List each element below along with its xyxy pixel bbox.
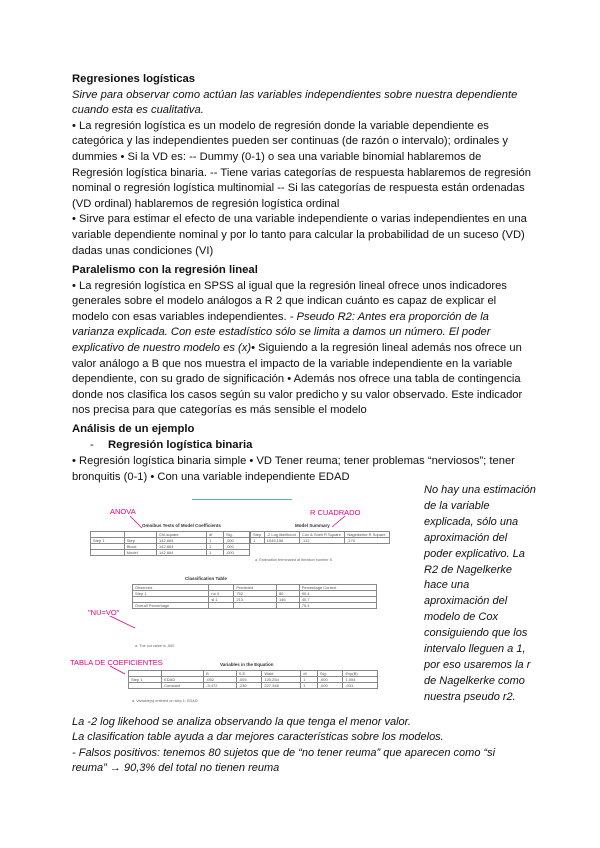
annotation-coef: TABLA DE COEFICIENTES (70, 658, 163, 667)
section-paralelismo (72, 263, 532, 419)
section-regresiones (72, 72, 532, 259)
section-ejemplo (72, 422, 532, 438)
intro-text: Sirve para observar como actúan las variables independientes sobre nuestra dependiente cuando esta es cualitativa. (72, 88, 518, 117)
paragraph: • La regresión logística es un modelo de regresión donde la variable dependiente es categórica y las independientes pueden ser continuas (de razón o intervalo); ordinales y dummies • Si la VD es: -- Dummy (0-1) o sea una variable binomial hablaremos de Regresión logística binaria. -- Tiene varias categorías de respuesta hablaremos de regresión nominal o regresión logística multinomial -- Si las categorías de respuesta están ordenadas (VD ordinal) hablaremos de regresión logística ordinal (72, 119, 531, 210)
paragraph: • La regresión logística en SPSS al igual que la regresión lineal ofrece unos indicadores generales sobre el modelo análogos a R 2 que indican cuánto es capaz de explicar el modelo con esas variables independientes. - Pseudo R2: Antes era proporción de la varianza explicada. Con este estadístico sólo se limita a damos un número. El poder explicativo de nuestro modelo es (x)• Siguiendo a la regresión lineal además nos ofrece un valor análogo a B que nos muestra el impacto de la variable independiente en la variable dependiente, con su grado de significación • Además nos ofrece una tabla de contingencia donde nos clasifica los casos según su valor predicho y su valor observado. Este indicador nos precisa para que categorías es más sensible el modelo (72, 279, 523, 417)
section-title: Regresiones logísticas (72, 73, 196, 85)
omnibus-table: Chi-square df Sig. Step 1 Step 142,664 1 ,000 Block 142,664 1 ,000 Model 142,664 1 ,000 (90, 531, 250, 556)
spss-output-figure (70, 494, 420, 706)
subsection-heading: - Regresión logística binaria (90, 439, 253, 451)
table-title: Model Summary (295, 523, 330, 528)
note-line: La clasification table ayuda a dar mejores características sobre los modelos. (72, 731, 444, 744)
section-title: Análisis de un ejemplo (72, 423, 195, 435)
section-title: Paralelismo con la regresión lineal (72, 264, 258, 276)
annotation-nuvo: "NU=VO" (88, 608, 120, 617)
annotation-anova: ANOVA (110, 507, 136, 516)
table-title: Variables in the Equation (220, 662, 274, 667)
table-note: a. Variable(s) entered on step 1: EDAD. (132, 699, 199, 703)
model-summary-table: Step -2 Log likelihood Cox & Snell R Square Nagelkerke R Square 1 1045,156 ,112 ,170 (250, 531, 390, 544)
coefficients-table: B S.E. Wald df Sig. Exp(B) Step 1 EDAD ,052 ,005 120,254 1 ,000 1,054 Constant -3,472 ,230 227,346 1 ,000 ,031 (128, 670, 378, 689)
note-line: - Falsos positivos: tenemos 80 sujetos que de “no tener reuma” que aparecen como “si reuma” → 90,3% del total no tienen reuma (72, 746, 496, 774)
table-title: Omnibus Tests of Model Coefficients (142, 523, 221, 528)
annotation-r2: R CUADRADO (310, 508, 361, 517)
bottom-notes (72, 715, 532, 776)
paragraph: • Sirve para estimar el efecto de una variable independiente o varias independientes en una variable dependiente nominal y por lo tanto para calcular la probabilidad de un suceso (VD) dadas unas condiciones (VI) (72, 213, 527, 257)
table-title: Classification Table (185, 576, 227, 581)
classification-table: Observed Predicted Percentage Correct Step 1 no 0 752 80 90,4 si 1 213 146 40,7 Overall Percentage 75,4 (132, 584, 377, 609)
side-note: No hay una estimación de la variable explicada, sólo una aproximación del poder explicativo. La R2 de Nagelkerke hace una aproximación del modelo de Cox consiguiendo que los intervalo lleguen a 1, por eso usaremos la r de Nagelkerke como nuestra pseudo r2. (424, 484, 536, 703)
paragraph: • Regresión logística binaria simple • VD Tener reuma; tener problemas “nerviosos”; tener bronquitis (0-1) • Con una variable independiente EDAD (72, 455, 515, 483)
table-note: a. The cut value is ,500 (135, 644, 175, 648)
table-note: a. Estimation terminated at iteration number 5 (255, 558, 332, 562)
note-line: La -2 log likehood se analiza observando la que tenga el menor valor. (72, 716, 411, 728)
